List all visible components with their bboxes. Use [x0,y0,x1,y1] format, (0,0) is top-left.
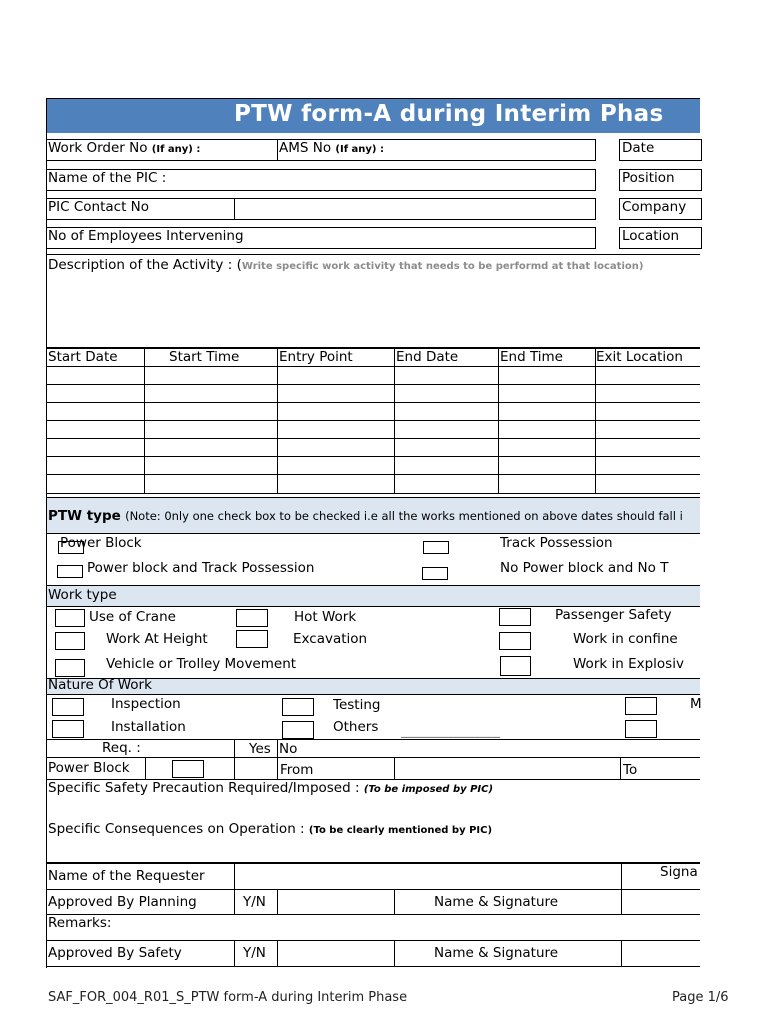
testing-label: Testing [333,697,381,713]
nature-extra-checkbox[interactable] [625,720,657,738]
form-title: PTW form-A during Interim Phas [234,101,664,127]
divider [46,497,700,498]
header-end-date: End Date [396,349,459,365]
ptw-type-label: PTW type (Note: 0nly one check box to be checked i.e all the works mentioned on above dates should fall i [48,508,683,524]
divider [46,533,700,534]
planning-yn: Y/N [243,894,266,910]
no-label: No [279,741,298,757]
track-possession-label: Track Possession [500,535,613,551]
divider [621,863,622,915]
inspection-label: Inspection [111,696,181,712]
confined-space-checkbox[interactable] [499,632,531,650]
to-label: To [623,762,638,778]
divider [234,940,235,967]
nature-m-label: M [690,696,702,712]
divider [46,254,700,255]
schedule-col-line [277,348,278,494]
divider [46,694,700,695]
planning-label: Approved By Planning [48,894,197,910]
pic-name-label: Name of the PIC : [48,170,167,186]
divider [621,940,622,967]
safety-approval-label: Approved By Safety [48,945,182,961]
from-label: From [280,762,314,778]
divider [46,739,700,740]
divider [277,889,278,915]
divider [145,757,146,780]
inspection-checkbox[interactable] [52,698,84,716]
header-start-date: Start Date [48,349,118,365]
company-label: Company [622,199,687,215]
hot-work-label: Hot Work [294,609,357,625]
yes-label: Yes [249,741,271,757]
divider [46,889,700,890]
safety-precaution-label: Specific Safety Precaution Required/Imposed : (To be imposed by PIC) [48,780,494,796]
divider [46,585,700,586]
power-block-req-checkbox[interactable] [172,760,204,778]
work-type-label: Work type [48,587,117,603]
divider [46,940,700,941]
vehicle-trolley-checkbox[interactable] [55,659,85,677]
power-block-track-label: Power block and Track Possession [87,560,315,576]
explosive-checkbox[interactable] [500,656,531,676]
safety-yn: Y/N [243,945,266,961]
header-start-time: Start Time [169,349,240,365]
nature-label: Nature Of Work [48,677,152,693]
schedule-col-line [394,348,395,494]
schedule-col-line [144,348,145,494]
description-label: Description of the Activity : (Write specific work activity that needs to be performd at that location) [48,257,644,273]
header-entry-point: Entry Point [279,349,353,365]
divider [277,139,278,160]
nature-m-checkbox[interactable] [625,697,657,715]
divider [394,757,395,780]
installation-label: Installation [111,719,186,735]
header-end-time: End Time [500,349,563,365]
testing-checkbox[interactable] [282,698,314,716]
safety-name-signature: Name & Signature [434,945,559,961]
consequence-label: Specific Consequences on Operation : (To be clearly mentioned by PIC) [48,821,493,837]
employees-label: No of Employees Intervening [48,228,244,244]
approvals-bottom-border [46,966,700,967]
divider [277,739,278,780]
work-at-height-label: Work At Height [106,631,208,647]
divider [620,757,621,780]
divider [46,914,700,915]
confined-space-label: Work in confine [573,631,678,647]
header-exit-location: Exit Location [596,349,683,365]
power-block-req-label: Power Block [48,760,130,776]
passenger-safety-checkbox[interactable] [499,608,531,626]
work-order-label: Work Order No (If any) : [48,140,201,156]
use-of-crane-label: Use of Crane [89,609,176,625]
pic-contact-input[interactable] [234,198,596,220]
divider [394,889,395,915]
excavation-label: Excavation [293,631,368,647]
excavation-checkbox[interactable] [236,630,268,648]
divider [394,940,395,967]
ams-no-label: AMS No (If any) : [279,140,384,156]
others-checkbox[interactable] [282,721,314,739]
planning-name-signature: Name & Signature [434,894,559,910]
no-power-block-checkbox[interactable] [422,567,448,580]
power-block-track-checkbox[interactable] [57,565,83,578]
signature-label: Signa [660,864,698,880]
vehicle-trolley-label: Vehicle or Trolley Movement [106,656,297,672]
schedule-col-line [595,348,596,494]
no-power-block-label: No Power block and No T [500,560,669,576]
pic-contact-label: PIC Contact No [48,199,150,215]
use-of-crane-checkbox[interactable] [55,609,85,627]
remarks-label: Remarks: [48,915,112,931]
others-input-line[interactable]: __________________ [401,725,500,738]
divider [234,863,235,915]
schedule-col-line [498,348,499,494]
approvals-top-border [46,862,700,864]
others-label: Others [333,719,379,735]
date-label: Date [622,140,655,156]
requester-label: Name of the Requester [48,868,205,884]
footer-page: Page 1/6 [672,990,729,1005]
power-block-label: Power Block [60,535,142,551]
work-type-band [47,585,700,606]
divider [234,739,235,780]
track-possession-checkbox[interactable] [423,541,449,554]
installation-checkbox[interactable] [52,720,84,738]
footer-doc-id: SAF_FOR_004_R01_S_PTW form-A during Interim Phase [48,990,408,1005]
position-label: Position [622,170,675,186]
work-at-height-checkbox[interactable] [55,632,85,650]
hot-work-checkbox[interactable] [236,609,268,627]
divider [277,940,278,967]
form-top-border [46,98,700,99]
explosive-label: Work in Explosiv [573,656,684,672]
req-label: Req. : [102,740,141,756]
passenger-safety-label: Passenger Safety [555,607,672,623]
location-label: Location [622,228,680,244]
